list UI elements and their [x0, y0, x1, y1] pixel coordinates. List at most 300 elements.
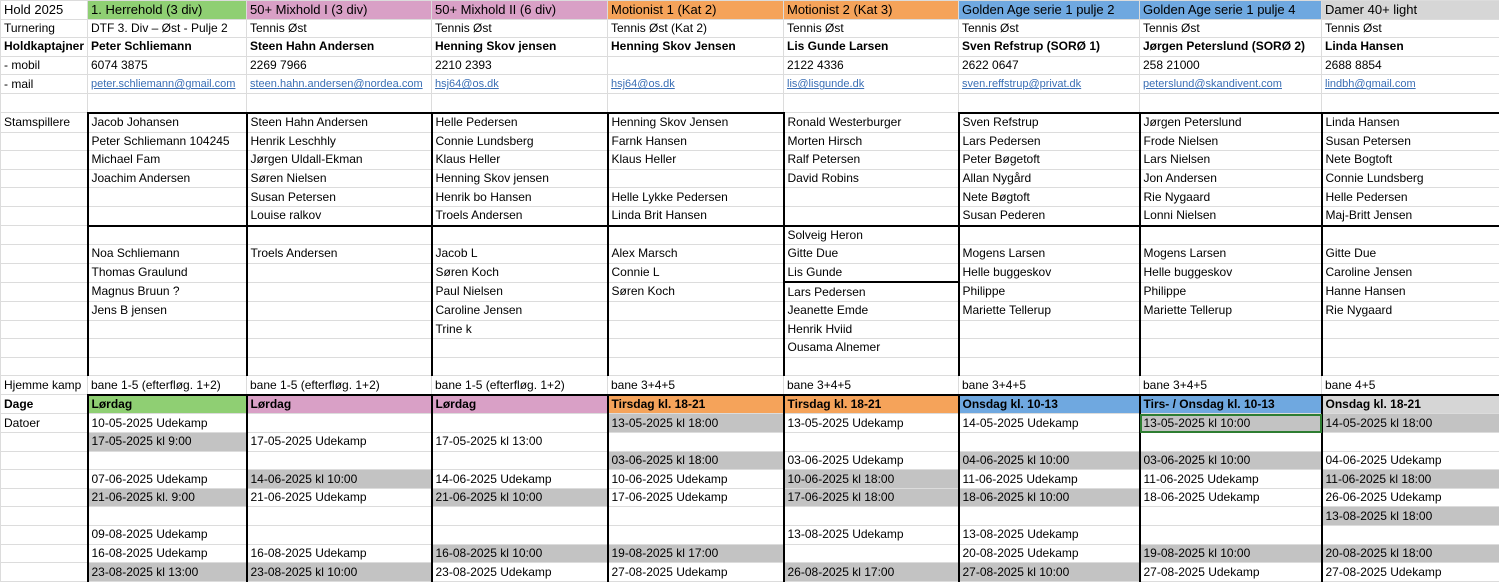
player-cell[interactable] — [1140, 188, 1322, 207]
date-cell[interactable] — [432, 414, 608, 433]
cell-text: 14-05-2025 kl 18:00 — [1325, 415, 1433, 430]
date-cell[interactable] — [959, 526, 1140, 545]
mail-link[interactable] — [784, 75, 959, 94]
date-cell[interactable] — [959, 451, 1140, 470]
cell-text: Hold 2025 — [4, 2, 64, 18]
hjemme-cell[interactable] — [88, 376, 247, 395]
empty-cell[interactable] — [959, 94, 1140, 113]
mail-link[interactable] — [1322, 75, 1499, 94]
date-cell[interactable] — [432, 451, 608, 470]
player-cell[interactable] — [959, 151, 1140, 170]
player-cell[interactable] — [959, 301, 1140, 320]
row-label[interactable] — [1, 169, 88, 188]
row-label[interactable] — [1, 544, 88, 563]
player-cell[interactable] — [247, 169, 432, 188]
player-cell[interactable] — [247, 226, 432, 245]
row-label[interactable] — [1, 282, 88, 301]
player-cell[interactable] — [1322, 245, 1499, 264]
cell-text: 13-05-2025 kl 18:00 — [611, 415, 719, 430]
date-cell[interactable] — [608, 563, 784, 582]
player-cell[interactable] — [1322, 113, 1499, 132]
mobil-cell[interactable] — [959, 56, 1140, 75]
turnering-cell[interactable] — [432, 19, 608, 38]
player-cell[interactable] — [247, 263, 432, 282]
player-cell[interactable] — [88, 301, 247, 320]
player-cell[interactable] — [784, 245, 959, 264]
row-label[interactable] — [1, 414, 88, 433]
row-label[interactable] — [1, 245, 88, 264]
row-label[interactable] — [1, 263, 88, 282]
mobil-cell[interactable] — [432, 56, 608, 75]
player-cell[interactable] — [1140, 169, 1322, 188]
date-cell[interactable] — [1322, 507, 1499, 526]
player-cell[interactable] — [247, 113, 432, 132]
player-cell[interactable] — [784, 151, 959, 170]
cell-text: 21-06-2025 Udekamp — [250, 490, 367, 505]
player-cell[interactable] — [88, 132, 247, 151]
player-cell[interactable] — [959, 320, 1140, 339]
row-label[interactable] — [1, 38, 88, 57]
row-label[interactable] — [1, 132, 88, 151]
player-cell[interactable] — [1140, 245, 1322, 264]
player-cell[interactable] — [432, 226, 608, 245]
empty-cell[interactable] — [88, 94, 247, 113]
player-cell[interactable] — [247, 282, 432, 301]
date-cell[interactable] — [608, 414, 784, 433]
date-cell[interactable] — [247, 470, 432, 489]
team-header[interactable] — [608, 1, 784, 20]
player-cell[interactable] — [1140, 320, 1322, 339]
kaptajn-cell[interactable] — [88, 38, 247, 57]
date-cell[interactable] — [959, 544, 1140, 563]
player-cell[interactable] — [784, 169, 959, 188]
date-cell[interactable] — [1322, 526, 1499, 545]
cell-text: 50+ Mixhold I (3 div) — [250, 2, 368, 18]
row-label[interactable] — [1, 206, 88, 225]
player-cell[interactable] — [784, 206, 959, 225]
cell-text: sven.reffstrup@privat.dk — [962, 78, 1082, 91]
date-cell[interactable] — [608, 451, 784, 470]
player-cell[interactable] — [608, 206, 784, 225]
row-label[interactable] — [1, 151, 88, 170]
player-cell[interactable] — [247, 357, 432, 376]
mobil-cell[interactable] — [784, 56, 959, 75]
player-cell[interactable] — [432, 320, 608, 339]
player-cell[interactable] — [432, 301, 608, 320]
hjemme-cell[interactable] — [1322, 376, 1499, 395]
date-cell[interactable] — [959, 470, 1140, 489]
row-label[interactable] — [1, 488, 88, 507]
date-cell[interactable] — [1140, 544, 1322, 563]
date-cell[interactable] — [247, 563, 432, 582]
player-cell[interactable] — [608, 188, 784, 207]
date-cell[interactable] — [608, 507, 784, 526]
player-cell[interactable] — [88, 226, 247, 245]
date-cell[interactable] — [1140, 526, 1322, 545]
date-cell[interactable] — [88, 451, 247, 470]
mail-link[interactable] — [432, 75, 608, 94]
row-label[interactable] — [1, 75, 88, 94]
hjemme-cell[interactable] — [432, 376, 608, 395]
date-cell[interactable] — [784, 526, 959, 545]
empty-cell[interactable] — [784, 94, 959, 113]
kaptajn-cell[interactable] — [432, 38, 608, 57]
date-cell[interactable] — [959, 414, 1140, 433]
player-cell[interactable] — [959, 226, 1140, 245]
player-cell[interactable] — [1140, 132, 1322, 151]
date-cell[interactable] — [959, 433, 1140, 452]
cell-text: Jørgen Peterslund (SORØ 2) — [1143, 39, 1306, 54]
player-cell[interactable] — [432, 263, 608, 282]
empty-cell[interactable] — [247, 94, 432, 113]
player-cell[interactable] — [432, 188, 608, 207]
date-cell[interactable] — [959, 563, 1140, 582]
player-cell[interactable] — [1322, 320, 1499, 339]
dage-cell[interactable] — [1322, 395, 1499, 414]
player-cell[interactable] — [959, 357, 1140, 376]
mobil-cell[interactable] — [1322, 56, 1499, 75]
player-cell[interactable] — [959, 188, 1140, 207]
kaptajn-cell[interactable] — [608, 38, 784, 57]
player-cell[interactable] — [1140, 339, 1322, 358]
player-cell[interactable] — [1322, 206, 1499, 225]
player-cell[interactable] — [1322, 282, 1499, 301]
date-cell[interactable] — [432, 526, 608, 545]
date-cell[interactable] — [608, 470, 784, 489]
team-header[interactable] — [959, 1, 1140, 20]
date-cell[interactable] — [784, 414, 959, 433]
empty-cell[interactable] — [1322, 94, 1499, 113]
player-cell[interactable] — [608, 263, 784, 282]
player-cell[interactable] — [432, 132, 608, 151]
date-cell[interactable] — [432, 507, 608, 526]
player-cell[interactable] — [247, 245, 432, 264]
player-cell[interactable] — [1140, 357, 1322, 376]
player-cell[interactable] — [959, 339, 1140, 358]
date-cell[interactable] — [247, 526, 432, 545]
date-cell[interactable] — [88, 414, 247, 433]
player-cell[interactable] — [784, 339, 959, 358]
player-cell[interactable] — [608, 357, 784, 376]
player-cell[interactable] — [608, 169, 784, 188]
player-cell[interactable] — [247, 301, 432, 320]
player-cell[interactable] — [1322, 339, 1499, 358]
cell-text: Jon Andersen — [1143, 171, 1217, 186]
date-cell[interactable] — [1140, 470, 1322, 489]
team-header[interactable] — [784, 1, 959, 20]
cell-text: Jens B jensen — [91, 303, 167, 318]
dage-cell[interactable] — [784, 395, 959, 414]
player-cell[interactable] — [959, 206, 1140, 225]
player-cell[interactable] — [608, 282, 784, 301]
row-label[interactable] — [1, 94, 88, 113]
player-cell[interactable] — [784, 188, 959, 207]
row-label[interactable] — [1, 357, 88, 376]
player-cell[interactable] — [432, 151, 608, 170]
player-cell[interactable] — [1322, 263, 1499, 282]
kaptajn-cell[interactable] — [1322, 38, 1499, 57]
cell-text: Tirsdag kl. 18-21 — [787, 397, 882, 412]
kaptajn-cell[interactable] — [784, 38, 959, 57]
empty-cell[interactable] — [432, 94, 608, 113]
date-cell[interactable] — [1322, 433, 1499, 452]
row-label[interactable] — [1, 320, 88, 339]
player-cell[interactable] — [1140, 151, 1322, 170]
date-cell[interactable] — [608, 526, 784, 545]
player-cell[interactable] — [432, 339, 608, 358]
dage-cell[interactable] — [432, 395, 608, 414]
player-cell[interactable] — [784, 132, 959, 151]
date-cell[interactable] — [88, 470, 247, 489]
hjemme-cell[interactable] — [608, 376, 784, 395]
date-cell[interactable] — [1140, 414, 1322, 433]
team-header[interactable] — [88, 1, 247, 20]
kaptajn-cell[interactable] — [247, 38, 432, 57]
date-cell[interactable] — [608, 488, 784, 507]
date-cell[interactable] — [784, 433, 959, 452]
player-cell[interactable] — [784, 282, 959, 301]
hjemme-cell[interactable] — [247, 376, 432, 395]
row-label[interactable] — [1, 1, 88, 20]
date-cell[interactable] — [1140, 488, 1322, 507]
player-cell[interactable] — [608, 151, 784, 170]
cell-text: 6074 3875 — [91, 58, 148, 73]
player-cell[interactable] — [608, 245, 784, 264]
player-cell[interactable] — [1322, 226, 1499, 245]
dage-cell[interactable] — [959, 395, 1140, 414]
row-label[interactable] — [1, 470, 88, 489]
date-cell[interactable] — [959, 507, 1140, 526]
player-cell[interactable] — [1322, 169, 1499, 188]
player-cell[interactable] — [88, 357, 247, 376]
cell-text: 21-06-2025 kl. 9:00 — [91, 490, 195, 505]
date-cell[interactable] — [432, 470, 608, 489]
date-cell[interactable] — [247, 414, 432, 433]
mail-link[interactable] — [1140, 75, 1322, 94]
player-cell[interactable] — [247, 206, 432, 225]
date-cell[interactable] — [784, 488, 959, 507]
date-cell[interactable] — [88, 526, 247, 545]
date-cell[interactable] — [88, 433, 247, 452]
sheet-row — [1, 414, 1499, 433]
date-cell[interactable] — [959, 488, 1140, 507]
date-cell[interactable] — [784, 470, 959, 489]
player-cell[interactable] — [784, 113, 959, 132]
player-cell[interactable] — [88, 282, 247, 301]
date-cell[interactable] — [784, 544, 959, 563]
date-cell[interactable] — [88, 544, 247, 563]
player-cell[interactable] — [608, 132, 784, 151]
cell-text: 14-06-2025 Udekamp — [435, 471, 552, 486]
player-cell[interactable] — [1140, 206, 1322, 225]
date-cell[interactable] — [1322, 414, 1499, 433]
player-cell[interactable] — [1322, 188, 1499, 207]
player-cell[interactable] — [432, 206, 608, 225]
player-cell[interactable] — [608, 226, 784, 245]
player-cell[interactable] — [247, 132, 432, 151]
date-cell[interactable] — [1322, 470, 1499, 489]
date-cell[interactable] — [1322, 451, 1499, 470]
turnering-cell[interactable] — [959, 19, 1140, 38]
cell-text: Tennis Øst — [435, 20, 492, 35]
player-cell[interactable] — [432, 357, 608, 376]
date-cell[interactable] — [432, 433, 608, 452]
player-cell[interactable] — [1140, 263, 1322, 282]
date-cell[interactable] — [1140, 563, 1322, 582]
player-cell[interactable] — [247, 320, 432, 339]
mobil-cell[interactable] — [247, 56, 432, 75]
player-cell[interactable] — [247, 188, 432, 207]
date-cell[interactable] — [784, 451, 959, 470]
dage-cell[interactable] — [608, 395, 784, 414]
date-cell[interactable] — [432, 563, 608, 582]
date-cell[interactable] — [247, 433, 432, 452]
player-cell[interactable] — [784, 357, 959, 376]
team-header[interactable] — [1140, 1, 1322, 20]
date-cell[interactable] — [88, 507, 247, 526]
date-cell[interactable] — [608, 544, 784, 563]
turnering-cell[interactable] — [608, 19, 784, 38]
date-cell[interactable] — [432, 544, 608, 563]
player-cell[interactable] — [432, 169, 608, 188]
row-label[interactable] — [1, 56, 88, 75]
player-cell[interactable] — [88, 188, 247, 207]
date-cell[interactable] — [1140, 507, 1322, 526]
kaptajn-cell[interactable] — [1140, 38, 1322, 57]
cell-text: Hanne Hansen — [1325, 284, 1406, 299]
row-label[interactable] — [1, 301, 88, 320]
date-cell[interactable] — [247, 507, 432, 526]
cell-text: Lars Pedersen — [962, 133, 1041, 148]
player-cell[interactable] — [959, 132, 1140, 151]
player-cell[interactable] — [959, 113, 1140, 132]
player-cell[interactable] — [959, 282, 1140, 301]
row-label[interactable] — [1, 507, 88, 526]
team-header[interactable] — [1322, 1, 1499, 20]
cell-text: 03-06-2025 Udekamp — [787, 452, 904, 467]
turnering-cell[interactable] — [1322, 19, 1499, 38]
player-cell[interactable] — [784, 263, 959, 282]
turnering-cell[interactable] — [247, 19, 432, 38]
player-cell[interactable] — [1140, 301, 1322, 320]
date-cell[interactable] — [247, 544, 432, 563]
row-label[interactable] — [1, 226, 88, 245]
date-cell[interactable] — [784, 563, 959, 582]
player-cell[interactable] — [608, 339, 784, 358]
player-cell[interactable] — [432, 245, 608, 264]
player-cell[interactable] — [608, 113, 784, 132]
team-header[interactable] — [432, 1, 608, 20]
mail-link[interactable] — [959, 75, 1140, 94]
date-cell[interactable] — [1140, 451, 1322, 470]
kaptajn-cell[interactable] — [959, 38, 1140, 57]
hjemme-cell[interactable] — [784, 376, 959, 395]
date-cell[interactable] — [88, 488, 247, 507]
row-label[interactable] — [1, 188, 88, 207]
cell-text: 17-06-2025 kl 18:00 — [787, 490, 895, 505]
player-cell[interactable] — [88, 113, 247, 132]
row-label[interactable] — [1, 19, 88, 38]
row-label[interactable] — [1, 376, 88, 395]
player-cell[interactable] — [88, 320, 247, 339]
team-header[interactable] — [247, 1, 432, 20]
date-cell[interactable] — [608, 433, 784, 452]
player-cell[interactable] — [1140, 113, 1322, 132]
player-cell[interactable] — [959, 245, 1140, 264]
player-cell[interactable] — [784, 301, 959, 320]
mail-link[interactable] — [88, 75, 247, 94]
date-cell[interactable] — [1322, 544, 1499, 563]
date-cell[interactable] — [1140, 433, 1322, 452]
row-label[interactable] — [1, 433, 88, 452]
dage-cell[interactable] — [247, 395, 432, 414]
player-cell[interactable] — [88, 169, 247, 188]
player-cell[interactable] — [432, 113, 608, 132]
player-cell[interactable] — [432, 282, 608, 301]
player-cell[interactable] — [88, 245, 247, 264]
player-cell[interactable] — [1322, 132, 1499, 151]
date-cell[interactable] — [247, 488, 432, 507]
date-cell[interactable] — [1322, 563, 1499, 582]
date-cell[interactable] — [1322, 488, 1499, 507]
date-cell[interactable] — [784, 507, 959, 526]
player-cell[interactable] — [959, 263, 1140, 282]
player-cell[interactable] — [247, 339, 432, 358]
mobil-cell[interactable] — [88, 56, 247, 75]
player-cell[interactable] — [247, 151, 432, 170]
turnering-cell[interactable] — [1140, 19, 1322, 38]
player-cell[interactable] — [959, 169, 1140, 188]
row-label[interactable] — [1, 395, 88, 414]
date-cell[interactable] — [247, 451, 432, 470]
player-cell[interactable] — [88, 206, 247, 225]
dage-cell[interactable] — [88, 395, 247, 414]
cell-text: 2269 7966 — [250, 58, 307, 73]
row-label[interactable] — [1, 526, 88, 545]
row-label[interactable] — [1, 113, 88, 132]
row-label[interactable] — [1, 339, 88, 358]
player-cell[interactable] — [608, 320, 784, 339]
player-cell[interactable] — [1140, 282, 1322, 301]
player-cell[interactable] — [608, 301, 784, 320]
row-label[interactable] — [1, 563, 88, 582]
player-cell[interactable] — [88, 151, 247, 170]
turnering-cell[interactable] — [784, 19, 959, 38]
date-cell[interactable] — [432, 488, 608, 507]
empty-cell[interactable] — [1140, 94, 1322, 113]
mail-link[interactable] — [247, 75, 432, 94]
dage-cell[interactable] — [1140, 395, 1322, 414]
mobil-cell[interactable] — [608, 56, 784, 75]
player-cell[interactable] — [1322, 301, 1499, 320]
player-cell[interactable] — [1322, 151, 1499, 170]
turnering-cell[interactable] — [88, 19, 247, 38]
player-cell[interactable] — [1322, 357, 1499, 376]
player-cell[interactable] — [88, 263, 247, 282]
date-cell[interactable] — [88, 563, 247, 582]
player-cell[interactable] — [88, 339, 247, 358]
mobil-cell[interactable] — [1140, 56, 1322, 75]
player-cell[interactable] — [784, 226, 959, 245]
empty-cell[interactable] — [608, 94, 784, 113]
hjemme-cell[interactable] — [1140, 376, 1322, 395]
mail-link[interactable] — [608, 75, 784, 94]
cell-text: Frode Nielsen — [1143, 133, 1219, 148]
player-cell[interactable] — [784, 320, 959, 339]
row-label[interactable] — [1, 451, 88, 470]
player-cell[interactable] — [1140, 226, 1322, 245]
hjemme-cell[interactable] — [959, 376, 1140, 395]
